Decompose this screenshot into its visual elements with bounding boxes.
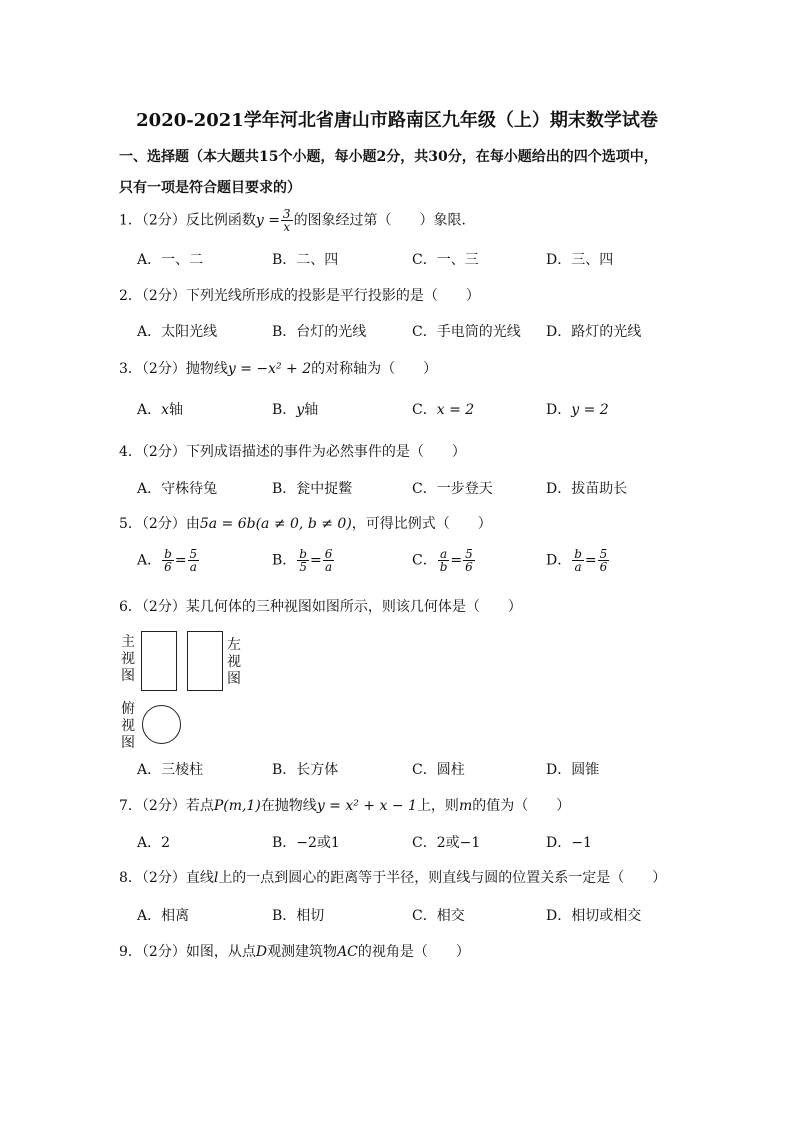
q7-option-d: D．−1 <box>546 835 592 851</box>
top-view-label: 俯视图 <box>121 701 135 751</box>
q7-option-a: A．2 <box>137 835 171 851</box>
q8-option-c: C．相交 <box>412 908 465 924</box>
q3-option-a-label: A． <box>137 402 162 418</box>
q5-a-ld: 6 <box>164 560 172 574</box>
question-7 <box>119 795 570 815</box>
question-3-expr: y = −x² + 2 <box>227 361 312 377</box>
question-5-prefix: 5．（2分）由 <box>119 516 200 532</box>
q5-option-b-right-frac <box>323 548 335 573</box>
question-9-var1: D <box>255 944 268 960</box>
q5-option-c <box>412 548 476 573</box>
q5-d-ln: b <box>574 547 582 561</box>
q5-option-c-right-frac <box>463 548 475 573</box>
q5-b-eq: = <box>309 552 322 569</box>
question-6: 6．（2分）某几何体的三种视图如图所示，则该几何体是（ ） <box>119 599 522 615</box>
question-5 <box>119 513 492 533</box>
section-heading-line2: 只有一项是符合题目要求的） <box>119 180 301 196</box>
q6-option-c: C．圆柱 <box>412 762 465 778</box>
q4-option-c: C．一步登天 <box>412 481 493 497</box>
q5-c-eq: = <box>450 552 463 569</box>
question-8-suffix: 上的一点到圆心的距离等于半径，则直线与圆的位置关系一定是（ ） <box>218 870 667 886</box>
question-1-frac-den: x <box>283 220 291 234</box>
q2-option-d: D．路灯的光线 <box>546 324 642 340</box>
q7-option-c: C．2或−1 <box>412 835 481 851</box>
section-heading-line1: 一、选择题（本大题共15个小题，每小题2分，共30分，在每小题给出的四个选项中， <box>119 149 658 165</box>
q5-d-rn: 5 <box>599 547 608 561</box>
q3-option-b-tail: 轴 <box>304 402 319 418</box>
q6-option-a: A．三棱柱 <box>137 762 204 778</box>
q3-option-a-math: x <box>161 402 170 418</box>
q3-option-d <box>546 399 609 419</box>
question-7-suffix: 的值为（ ） <box>472 798 571 814</box>
question-9-mid: 观测建筑物 <box>267 944 338 960</box>
q5-option-c-label: C． <box>412 552 437 569</box>
q4-option-a: A．守株待兔 <box>137 481 218 497</box>
question-1-prefix: 1．（2分）反比例函数 <box>119 212 256 229</box>
q5-option-c-left-frac <box>438 548 450 573</box>
left-view-label: 左视图 <box>227 637 241 687</box>
q5-c-ld: b <box>439 560 448 574</box>
question-1-fraction <box>281 208 293 233</box>
q5-b-rn: 6 <box>324 547 333 561</box>
q5-option-b-left-frac <box>297 548 309 573</box>
q5-d-ld: a <box>574 560 582 574</box>
q5-option-d-right-frac <box>598 548 610 573</box>
q5-option-d-left-frac <box>572 548 584 573</box>
q5-b-rd: a <box>324 560 333 574</box>
q1-option-b: B．二、四 <box>272 252 339 268</box>
q6-option-d: D．圆锥 <box>546 762 600 778</box>
front-view-rectangle <box>141 631 177 691</box>
q3-option-a <box>137 399 183 419</box>
question-8 <box>119 867 666 887</box>
question-9-var2: AC <box>337 944 358 960</box>
q3-option-a-tail: 轴 <box>169 402 184 418</box>
q3-option-d-label: D． <box>546 402 572 418</box>
q5-option-a-label: A． <box>137 552 162 569</box>
q5-option-b-label: B． <box>272 552 297 569</box>
q5-b-ln: b <box>299 547 307 561</box>
q5-a-rn: 5 <box>189 547 198 561</box>
q5-c-ln: a <box>438 548 450 561</box>
question-9 <box>119 941 470 961</box>
question-1-func-lhs: y = <box>255 212 280 229</box>
q5-b-ld: 5 <box>299 560 307 574</box>
question-8-prefix: 8．（2分）直线 <box>119 870 214 886</box>
q5-d-eq: = <box>584 552 597 569</box>
q2-option-a: A．太阳光线 <box>137 324 218 340</box>
question-3-suffix: 的对称轴为（ ） <box>311 361 438 377</box>
q5-c-rn: 5 <box>465 547 473 561</box>
q1-option-d: D．三、四 <box>546 252 614 268</box>
q5-d-rd: 6 <box>599 560 608 574</box>
q3-option-b <box>272 399 318 419</box>
q3-option-b-label: B． <box>272 402 297 418</box>
q3-option-d-math: y = 2 <box>571 402 609 418</box>
question-7-prefix: 7．（2分）若点 <box>119 798 214 814</box>
question-7-expr: y = x² + x − 1 <box>316 798 417 814</box>
q2-option-b: B．台灯的光线 <box>272 324 367 340</box>
question-8-var: l <box>213 870 219 886</box>
top-view-circle <box>142 705 181 744</box>
question-4: 4．（2分）下列成语描述的事件为必然事件的是（ ） <box>119 444 466 460</box>
q5-option-a <box>137 548 200 573</box>
question-2: 2．（2分）下列光线所形成的投影是平行投影的是（ ） <box>119 288 480 304</box>
q5-a-ln: b <box>164 547 172 561</box>
q8-option-a: A．相离 <box>137 908 190 924</box>
q6-option-b: B．长方体 <box>272 762 339 778</box>
q5-option-b <box>272 548 335 573</box>
left-view-rectangle <box>187 631 223 691</box>
question-1-frac-num: 3 <box>282 207 291 221</box>
q4-option-b: B．瓮中捉鳖 <box>272 481 353 497</box>
q5-option-a-left-frac <box>162 548 174 573</box>
question-1-suffix: 的图象经过第（ ）象限． <box>293 212 476 229</box>
q5-c-rd: 6 <box>465 560 473 574</box>
front-view-label: 主视图 <box>121 634 135 684</box>
q5-a-rd: a <box>189 560 197 574</box>
question-9-prefix: 9．（2分）如图，从点 <box>119 944 256 960</box>
q8-option-b: B．相切 <box>272 908 325 924</box>
question-7-mid: 在抛物线 <box>260 798 317 814</box>
question-5-expr: 5a = 6b(a ≠ 0, b ≠ 0) <box>199 516 352 532</box>
question-3-prefix: 3．（2分）抛物线 <box>119 361 228 377</box>
q3-option-c-math: x = 2 <box>436 402 475 418</box>
question-3 <box>119 358 437 378</box>
q3-option-c <box>412 399 474 419</box>
question-5-suffix: ，可得比例式（ ） <box>351 516 492 532</box>
page-title: 2020-2021学年河北省唐山市路南区九年级（上）期末数学试卷 <box>136 110 658 131</box>
q7-option-b: B．−2或1 <box>272 835 340 851</box>
q8-option-d: D．相切或相交 <box>546 908 642 924</box>
question-7-var: m <box>458 798 473 814</box>
q4-option-d: D．拔苗助长 <box>546 481 628 497</box>
q1-option-a: A．一、二 <box>137 252 204 268</box>
question-7-mid2: 上，则 <box>416 798 459 814</box>
q3-option-c-label: C． <box>412 402 437 418</box>
q1-option-c: C．一、三 <box>412 252 479 268</box>
q5-option-d <box>546 548 610 573</box>
q3-option-b-math: y <box>296 402 305 418</box>
question-1 <box>119 208 476 233</box>
q5-option-d-label: D． <box>546 552 572 569</box>
question-9-suffix: 的视角是（ ） <box>357 944 470 960</box>
q5-a-eq: = <box>174 552 187 569</box>
question-7-point: P(m,1) <box>213 798 261 814</box>
q2-option-c: C．手电筒的光线 <box>412 324 521 340</box>
q5-option-a-right-frac <box>188 548 200 573</box>
